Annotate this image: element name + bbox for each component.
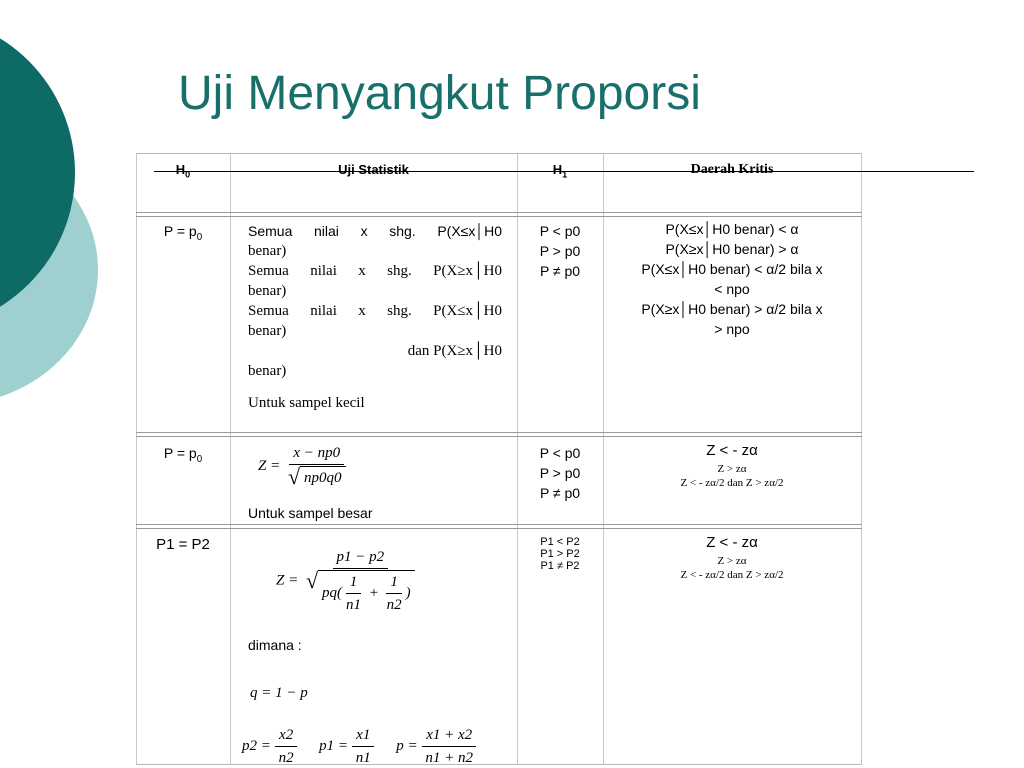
stat-line: benar) bbox=[248, 283, 287, 299]
h1-item: P1 ≠ P2 bbox=[540, 560, 580, 572]
row1-daerah-kritis bbox=[603, 219, 861, 339]
formula-denominator: n1 + n2 bbox=[425, 750, 473, 766]
sample-note: Untuk sampel kecil bbox=[248, 395, 365, 411]
stat-line: benar) bbox=[248, 363, 287, 379]
stat-line: Semua nilai x shg. P(X≤x│H0 bbox=[248, 223, 502, 239]
header-h0: $H_0$ bbox=[175, 162, 191, 180]
row-divider bbox=[136, 432, 862, 437]
formula-numerator: x2 bbox=[275, 725, 297, 747]
slide-title: Uji Menyangkut Proporsi bbox=[178, 67, 701, 120]
header-h1: $H_1$ bbox=[552, 162, 568, 180]
formula-denominator: n1 bbox=[355, 750, 371, 766]
table-border-right bbox=[861, 153, 862, 765]
kritis-line: P(X≥x│H0 benar) > α/2 bila x bbox=[641, 301, 823, 317]
kritis-line: > npo bbox=[714, 321, 750, 337]
formula-lhs: Z = bbox=[258, 457, 281, 474]
kritis-line: Z < - zα bbox=[706, 534, 758, 551]
kritis-line: P(X≥x│H0 benar) > α bbox=[665, 241, 799, 257]
h1-item: P1 < P2 bbox=[540, 536, 580, 548]
kritis-line: Z > zα bbox=[717, 555, 747, 567]
formula-numerator: x1 bbox=[352, 725, 374, 747]
row3-h0: P1 = P2 bbox=[156, 536, 210, 553]
kritis-line: Z < - zα/2 dan Z > zα/2 bbox=[680, 569, 784, 581]
h1-item: P > p0 bbox=[539, 243, 581, 259]
formula-denominator: np0q0 bbox=[300, 466, 346, 488]
row-divider bbox=[136, 524, 862, 529]
formula-lhs: Z = bbox=[276, 572, 299, 589]
term-numerator: 1 bbox=[346, 572, 362, 594]
formula-numerator: x − np0 bbox=[289, 443, 344, 465]
formula-denominator: pq( $\frac{1}{n1}$ + $\frac{1}{n2}$ ) bbox=[318, 570, 415, 615]
formula-fraction: p1 − p2 √ pq( $\frac{1}{n1}$ + $\frac{1}{n2}$ ) bbox=[302, 547, 419, 615]
kritis-line: Z < - zα bbox=[706, 442, 758, 459]
header-uji-statistik: Uji Statistik bbox=[338, 162, 409, 177]
row2-h1 bbox=[517, 443, 603, 503]
stat-line: Semua nilai x shg. P(X≥x│H0 bbox=[248, 263, 502, 279]
kritis-line: Z < - zα/2 dan Z > zα/2 bbox=[680, 477, 784, 489]
h1-item: P < p0 bbox=[539, 445, 581, 461]
row1-h1 bbox=[517, 221, 603, 281]
kritis-line: P(X≤x│H0 benar) < α/2 bila x bbox=[641, 261, 823, 277]
formula-numerator: p1 − p2 bbox=[333, 547, 389, 569]
kritis-line: P(X≤x│H0 benar) < α bbox=[665, 221, 799, 237]
h1-item: P ≠ p0 bbox=[539, 485, 581, 501]
dimana-label: dimana : bbox=[248, 637, 302, 653]
stat-line: dan P(X≥x│H0 bbox=[407, 343, 502, 359]
column-divider bbox=[230, 153, 231, 765]
formula-numerator: x1 + x2 bbox=[422, 725, 476, 747]
formula-denominator: n2 bbox=[278, 750, 294, 766]
proportion-test-table bbox=[136, 153, 862, 765]
stat-line: benar) bbox=[248, 323, 287, 339]
kritis-line: < npo bbox=[714, 281, 750, 297]
row2-daerah-kritis bbox=[603, 441, 861, 489]
plus-sign: + bbox=[368, 584, 379, 601]
formula-fraction: x − np0 √ np0q0 bbox=[284, 443, 350, 490]
term-denominator: n2 bbox=[386, 597, 402, 613]
formula-lhs: p2 = bbox=[242, 737, 271, 754]
row-divider bbox=[136, 212, 862, 217]
row3-daerah-kritis bbox=[603, 533, 861, 581]
formula-lhs: p1 = bbox=[319, 737, 348, 754]
term-denominator: n1 bbox=[346, 597, 362, 613]
row2-h0: $P = p_0$ bbox=[163, 445, 203, 465]
term-numerator: 1 bbox=[386, 572, 402, 594]
stat-line: Semua nilai x shg. P(X≤x│H0 bbox=[248, 303, 502, 319]
q-formula: q = 1 − p bbox=[250, 685, 308, 701]
row1-h0: $P = p_0$ bbox=[163, 223, 203, 243]
h1-item: P < p0 bbox=[539, 223, 581, 239]
formula-pq: pq bbox=[322, 584, 338, 601]
z-formula-single bbox=[258, 443, 350, 490]
h1-item: P ≠ p0 bbox=[539, 263, 581, 279]
stat-line: benar) bbox=[248, 243, 287, 259]
row1-uji-statistik bbox=[248, 221, 502, 413]
p-formulas bbox=[242, 725, 477, 768]
h1-item: P > p0 bbox=[539, 465, 581, 481]
header-daerah-kritis: Daerah Kritis bbox=[690, 162, 774, 177]
h1-item: P1 > P2 bbox=[540, 548, 580, 560]
sample-note: Untuk sampel besar bbox=[248, 505, 373, 521]
row3-h1 bbox=[517, 536, 603, 572]
z-formula-two-sample bbox=[276, 547, 419, 615]
table-border-top bbox=[136, 153, 862, 154]
kritis-line: Z > zα bbox=[717, 463, 747, 475]
formula-lhs: p = bbox=[396, 737, 418, 754]
